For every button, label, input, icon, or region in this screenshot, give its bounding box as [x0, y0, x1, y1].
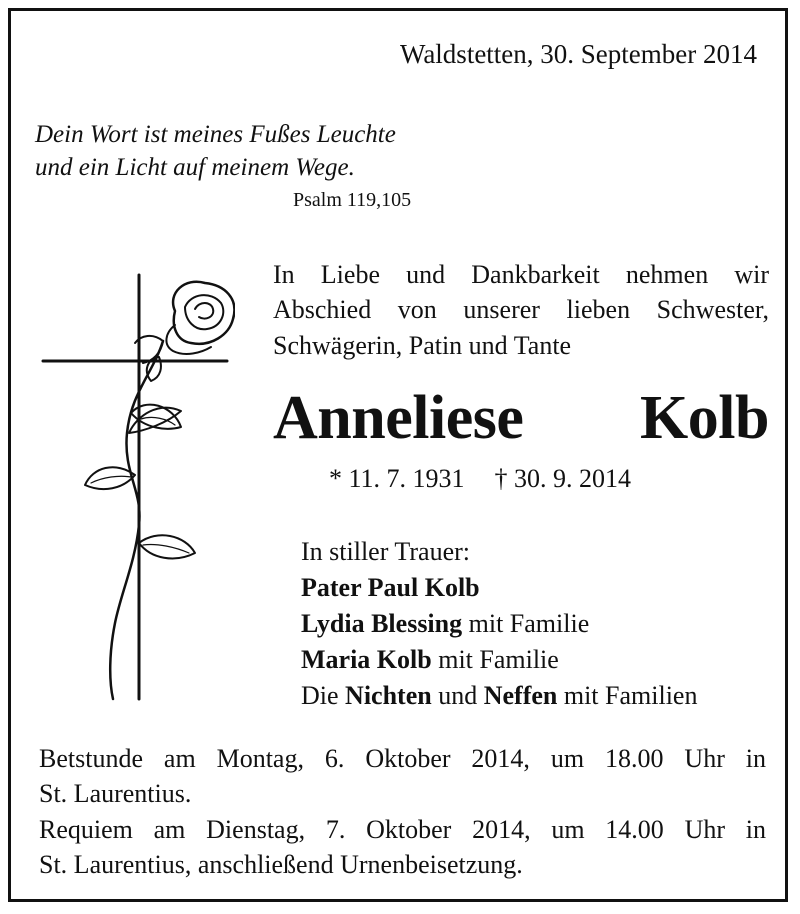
mourner-name: Lydia Blessing — [301, 608, 463, 638]
obituary-notice — [8, 8, 788, 902]
mourner-name: Nichten — [345, 680, 432, 710]
mourner-line — [301, 570, 697, 606]
mourner-name: Neffen — [483, 680, 558, 710]
mourner-name: Maria Kolb — [301, 644, 432, 674]
mourner-connector: und — [431, 680, 484, 710]
death-date: † 30. 9. 2014 — [494, 464, 632, 493]
place-date: Waldstetten, 30. September 2014 — [400, 39, 757, 69]
service-line: Requiem am Dienstag, 7. Oktober 2014, um 14.00 Uhr in — [39, 814, 766, 844]
mourner-line — [301, 678, 697, 714]
intro-line: Schwägerin, Patin und Tante — [273, 330, 572, 360]
verse-line: und ein Licht auf meinem Wege. — [35, 153, 355, 181]
intro-text — [273, 257, 769, 363]
mourner-prefix: Die — [301, 680, 346, 710]
bible-verse — [35, 119, 396, 184]
prayer-service — [39, 741, 766, 812]
mourner-line — [301, 642, 697, 678]
requiem-service — [39, 812, 766, 883]
mourning-heading: In stiller Trauer: — [301, 537, 470, 566]
mourners-list — [301, 534, 697, 713]
service-line: Betstunde am Montag, 6. Oktober 2014, um 18.00 Uhr in — [39, 744, 766, 773]
service-line: St. Laurentius. — [39, 779, 192, 809]
cross-with-rose-icon — [35, 263, 235, 703]
life-dates — [329, 464, 631, 494]
mourner-name: Pater Paul Kolb — [301, 572, 480, 602]
mourner-line — [301, 606, 697, 642]
verse-reference: Psalm 119,105 — [293, 189, 412, 211]
verse-line: Dein Wort ist meines Fußes Leuchte — [35, 121, 396, 148]
deceased-name: Anneliese Kolb — [273, 384, 769, 452]
intro-line: Abschied von unserer lieben Schwester, — [273, 295, 769, 325]
mourner-suffix: mit Familien — [557, 680, 698, 710]
intro-line: In Liebe und Dankbarkeit nehmen wir — [273, 260, 769, 289]
mourner-suffix: mit Familie — [462, 608, 590, 638]
mourner-suffix: mit Familie — [431, 644, 559, 674]
service-line: St. Laurentius, anschließend Urnenbeisetzung. — [39, 850, 523, 880]
birth-date: * 11. 7. 1931 — [329, 464, 465, 493]
service-details — [39, 741, 766, 882]
